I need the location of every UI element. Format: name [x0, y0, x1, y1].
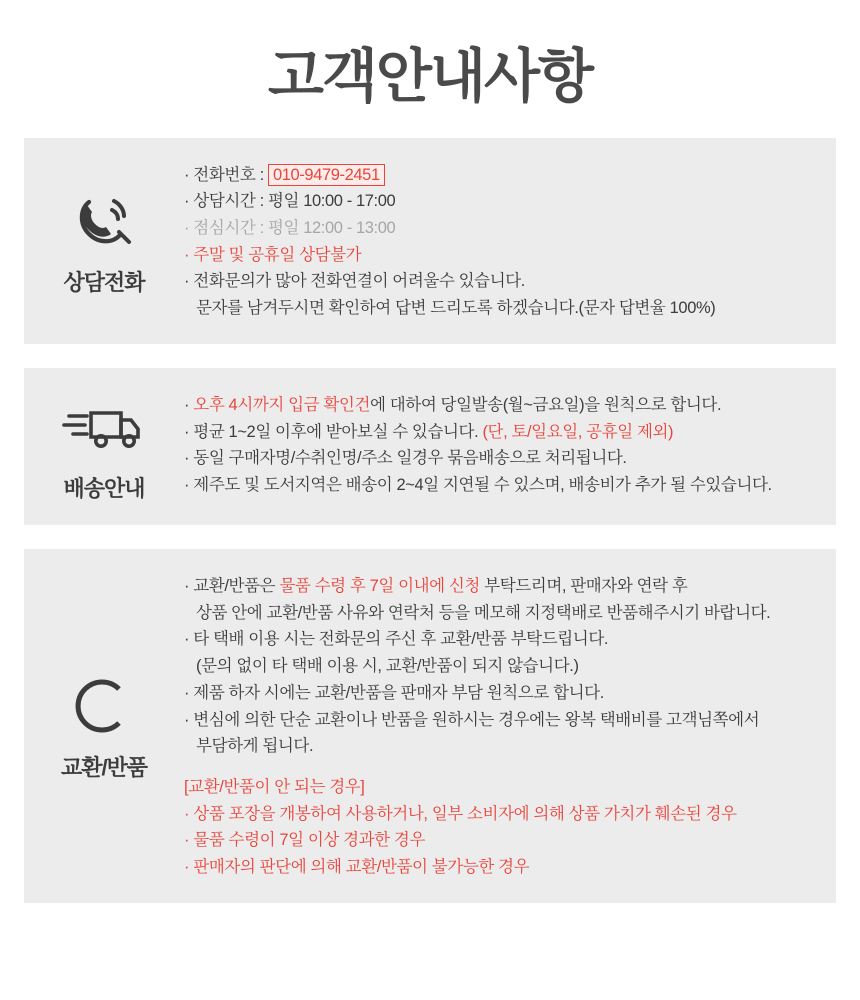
icon-column-exchange — [24, 669, 184, 782]
line-highlight: (단, 토/일요일, 공휴일 제외) — [482, 422, 674, 441]
info-line: · 상품 포장을 개봉하여 사용하거나, 일부 소비자에 의해 상품 가치가 훼손된 경우 — [184, 804, 737, 823]
section-label-exchange: 교환/반품 — [60, 755, 148, 781]
line-text: 부탁드리며, 판매자와 연락 후 — [479, 576, 688, 595]
info-line — [184, 573, 818, 600]
info-line: · 제품 하자 시에는 교환/반품을 판매자 부담 원칙으로 합니다. — [184, 683, 604, 702]
info-line: [교환/반품이 안 되는 경우] — [184, 777, 365, 796]
info-line: · 주말 및 공휴일 상담불가 — [184, 245, 362, 264]
phone-label-text: · 전화번호 : — [184, 165, 268, 184]
info-line: · 동일 구매자명/수취인명/주소 일경우 묶음배송으로 처리됩니다. — [184, 449, 627, 468]
info-line: · 제주도 및 도서지역은 배송이 2~4일 지연될 수 있스며, 배송비가 추가 될 수있습니다. — [184, 476, 772, 495]
text-column-consult-call — [184, 160, 818, 322]
phone-ring-icon — [67, 184, 141, 258]
info-line: (문의 없이 타 택배 이용 시, 교환/반품이 되지 않습니다.) — [196, 657, 579, 676]
page-title: 고객안내사항 — [267, 44, 593, 109]
section-label-consult-call: 상담전화 — [63, 270, 145, 296]
info-line: 부담하게 됩니다. — [196, 737, 314, 756]
icon-column-shipping — [24, 390, 184, 503]
line-text: 에 대하여 당일발송(월~금요일)을 원칙으로 합니다. — [370, 395, 722, 414]
info-line: · 판매자의 판단에 의해 교환/반품이 불가능한 경우 — [184, 858, 530, 877]
line-text: · 평균 1~2일 이후에 받아보실 수 있습니다. — [184, 422, 483, 441]
section-exchange-return — [24, 549, 836, 903]
info-line — [184, 419, 818, 446]
section-label-shipping: 배송안내 — [63, 475, 145, 501]
section-consult-call — [24, 138, 836, 344]
info-line: · 타 택배 이용 시는 전화문의 주신 후 교환/반품 부탁드립니다. — [184, 630, 609, 649]
info-line: · 변심에 의한 단순 교환이나 반품을 원하시는 경우에는 왕복 택배비를 고객님쪽에서 — [184, 710, 760, 729]
info-line: 문자를 남겨두시면 확인하여 답변 드리도록 하겠습니다.(문자 답변율 100%) — [196, 299, 716, 318]
info-line — [184, 162, 818, 189]
section-shipping-info — [24, 368, 836, 525]
text-column-exchange — [184, 571, 818, 881]
info-line — [184, 392, 818, 419]
line-highlight: 오후 4시까지 입금 확인건 — [193, 395, 371, 414]
info-line: · 상담시간 : 평일 10:00 - 17:00 — [184, 192, 396, 211]
info-line: · 전화문의가 많아 전화연결이 어려울수 있습니다. — [184, 272, 525, 291]
phone-number-value: 010-9479-2451 — [268, 164, 385, 187]
info-line: · 점심시간 : 평일 12:00 - 13:00 — [184, 219, 396, 238]
line-text: · 교환/반품은 — [184, 576, 280, 595]
info-line: · 물품 수령이 7일 이상 경과한 경우 — [184, 831, 425, 850]
line-highlight: 물품 수령 후 7일 이내에 신청 — [279, 576, 480, 595]
return-arrow-icon — [67, 669, 141, 743]
delivery-truck-icon — [61, 390, 147, 464]
spacer — [184, 760, 818, 774]
line-text: · — [184, 395, 194, 414]
icon-column-consult-call — [24, 184, 184, 297]
text-column-shipping — [184, 390, 818, 499]
info-line: 상품 안에 교환/반품 사유와 연락처 등을 메모해 지정택배로 반품해주시기 바랍니다. — [196, 603, 771, 622]
